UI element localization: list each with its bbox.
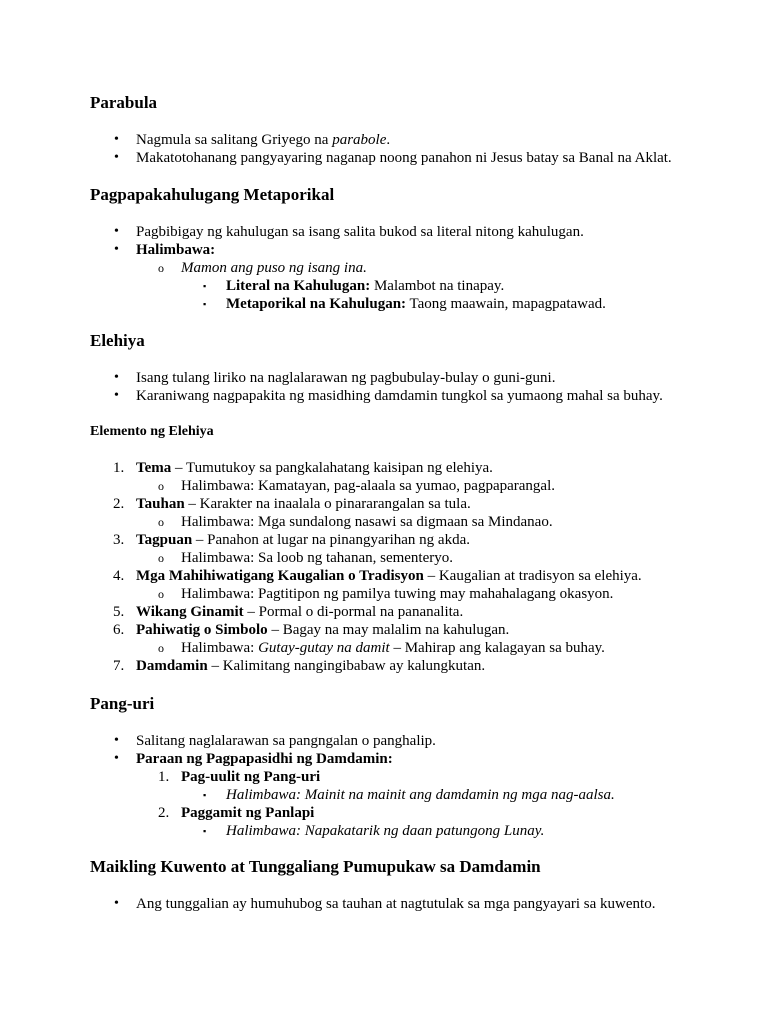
elemento-tagpuan <box>136 531 470 549</box>
parabula-item-1 <box>136 131 390 149</box>
desc: – Karakter na inaalala o pinararangalan sa tula. <box>184 496 471 512</box>
metaphorical-meaning <box>226 295 606 313</box>
elemento-damdamin <box>136 657 485 675</box>
label: Paggamit ng Panlapi <box>181 805 315 821</box>
circle-marker: o <box>158 515 164 529</box>
list-number: 1. <box>113 460 125 476</box>
square-marker: ▪ <box>203 826 207 836</box>
metaporikal-example <box>181 259 367 277</box>
term: Tauhan <box>136 496 185 512</box>
section-heading-parabula: Parabula <box>90 93 158 112</box>
panguri-paraan-1-example <box>226 786 615 804</box>
meta-label: Metaporikal na Kahulugan: <box>226 296 407 312</box>
elemento-tauhan <box>136 495 471 513</box>
bullet-marker: • <box>114 242 119 257</box>
term: Pahiwatig o Simbolo <box>136 622 268 638</box>
elehiya-item-1: Isang tulang liriko na naglalarawan ng pagbubulay-bulay o guni-guni. <box>136 370 556 386</box>
bullet-marker: • <box>114 370 119 385</box>
bullet-marker: • <box>114 896 119 911</box>
desc: – Tumutukoy sa pangkalahatang kaisipan ng elehiya. <box>171 460 493 476</box>
bullet-marker: • <box>114 733 119 748</box>
example: Halimbawa: Napakatarik ng daan patungong Lunay. <box>226 823 545 839</box>
halimbawa-label: Halimbawa: <box>136 242 216 258</box>
elemento-simbolo-example <box>181 639 605 657</box>
bullet-marker: • <box>114 224 119 239</box>
literal-value: Malambot na tinapay. <box>370 278 505 294</box>
literal-label: Literal na Kahulugan: <box>226 278 371 294</box>
list-number: 3. <box>113 532 125 548</box>
circle-marker: o <box>158 641 164 655</box>
list-number: 7. <box>113 658 125 674</box>
panguri-paraan-2-example <box>226 822 544 840</box>
section-heading-maikling-kuwento: Maikling Kuwento at Tunggaliang Pumupukaw sa Damdamin <box>90 857 541 876</box>
circle-marker: o <box>158 551 164 565</box>
list-number: 2. <box>158 805 170 821</box>
circle-marker: o <box>158 479 164 493</box>
list-number: 2. <box>113 496 125 512</box>
ex-rest: – Mahirap ang kalagayan sa buhay. <box>389 640 605 656</box>
period: . <box>386 132 391 148</box>
text: Nagmula sa salitang Griyego na <box>136 132 333 148</box>
parabula-item-2: Makatotohanang pangyayaring naganap noong panahon ni Jesus batay sa Banal na Aklat. <box>136 150 672 166</box>
desc: – Kaugalian at tradisyon sa elehiya. <box>423 568 642 584</box>
panguri-item-2 <box>136 750 393 768</box>
elemento-wika <box>136 603 463 621</box>
elemento-kaugalian-example: Halimbawa: Pagtitipon ng pamilya tuwing may mahahalagang okasyon. <box>181 586 614 602</box>
term: Mga Mahihiwatigang Kaugalian o Tradisyon <box>136 568 424 584</box>
ex-italic: Gutay-gutay na damit <box>258 640 390 656</box>
term-parabole: parabole <box>332 132 387 148</box>
list-number: 4. <box>113 568 125 584</box>
term: Damdamin <box>136 658 208 674</box>
elemento-tagpuan-example: Halimbawa: Sa loob ng tahanan, sementeryo. <box>181 550 454 566</box>
section-heading-elehiya: Elehiya <box>90 331 145 350</box>
panguri-item-1: Salitang naglalarawan sa pangngalan o panghalip. <box>136 733 436 749</box>
ex-prefix: Halimbawa: <box>181 640 259 656</box>
bullet-marker: • <box>114 150 119 165</box>
subheading-elemento: Elemento ng Elehiya <box>90 424 214 439</box>
panguri-paraan-2 <box>181 804 314 822</box>
term: Tema <box>136 460 172 476</box>
example-text: Mamon ang puso ng isang ina. <box>181 260 367 276</box>
desc: – Pormal o di-pormal na pananalita. <box>243 604 464 620</box>
maikling-item-1: Ang tunggalian ay humuhubog sa tauhan at nagtutulak sa mga pangyayari sa kuwento. <box>136 896 656 912</box>
label: Pag-uulit ng Pang-uri <box>181 769 321 785</box>
bullet-marker: • <box>114 751 119 766</box>
elemento-tema <box>136 459 493 477</box>
section-heading-metaporikal: Pagpapakahulugang Metaporikal <box>90 185 335 204</box>
list-number: 5. <box>113 604 125 620</box>
example: Halimbawa: Mainit na mainit ang damdamin ng mga nag-aalsa. <box>226 787 615 803</box>
elemento-tauhan-example: Halimbawa: Mga sundalong nasawi sa digmaan sa Mindanao. <box>181 514 553 530</box>
term: Wikang Ginamit <box>136 604 244 620</box>
circle-marker: o <box>158 261 164 275</box>
elemento-kaugalian <box>136 567 642 585</box>
metaporikal-item-2 <box>136 241 215 259</box>
bullet-marker: • <box>114 132 119 147</box>
square-marker: ▪ <box>203 299 207 309</box>
desc: – Bagay na may malalim na kahulugan. <box>267 622 510 638</box>
literal-meaning <box>226 277 504 295</box>
square-marker: ▪ <box>203 281 207 291</box>
elemento-simbolo <box>136 621 509 639</box>
panguri-paraan-1 <box>181 768 320 786</box>
desc: – Panahon at lugar na pinangyarihan ng akda. <box>192 532 470 548</box>
term: Tagpuan <box>136 532 193 548</box>
desc: – Kalimitang nangingibabaw ay kalungkutan. <box>207 658 486 674</box>
list-number: 6. <box>113 622 125 638</box>
elemento-tema-example: Halimbawa: Kamatayan, pag-alaala sa yumao, pagpaparangal. <box>181 478 555 494</box>
circle-marker: o <box>158 587 164 601</box>
metaporikal-item-1: Pagbibigay ng kahulugan sa isang salita bukod sa literal nitong kahulugan. <box>136 224 584 240</box>
square-marker: ▪ <box>203 790 207 800</box>
paraan-label: Paraan ng Pagpapasidhi ng Damdamin: <box>136 751 393 767</box>
bullet-marker: • <box>114 388 119 403</box>
meta-value: Taong maawain, mapagpatawad. <box>406 296 606 312</box>
section-heading-panguri: Pang-uri <box>90 694 155 713</box>
elehiya-item-2: Karaniwang nagpapakita ng masidhing damdamin tungkol sa yumaong mahal sa buhay. <box>136 388 663 404</box>
list-number: 1. <box>158 769 170 785</box>
